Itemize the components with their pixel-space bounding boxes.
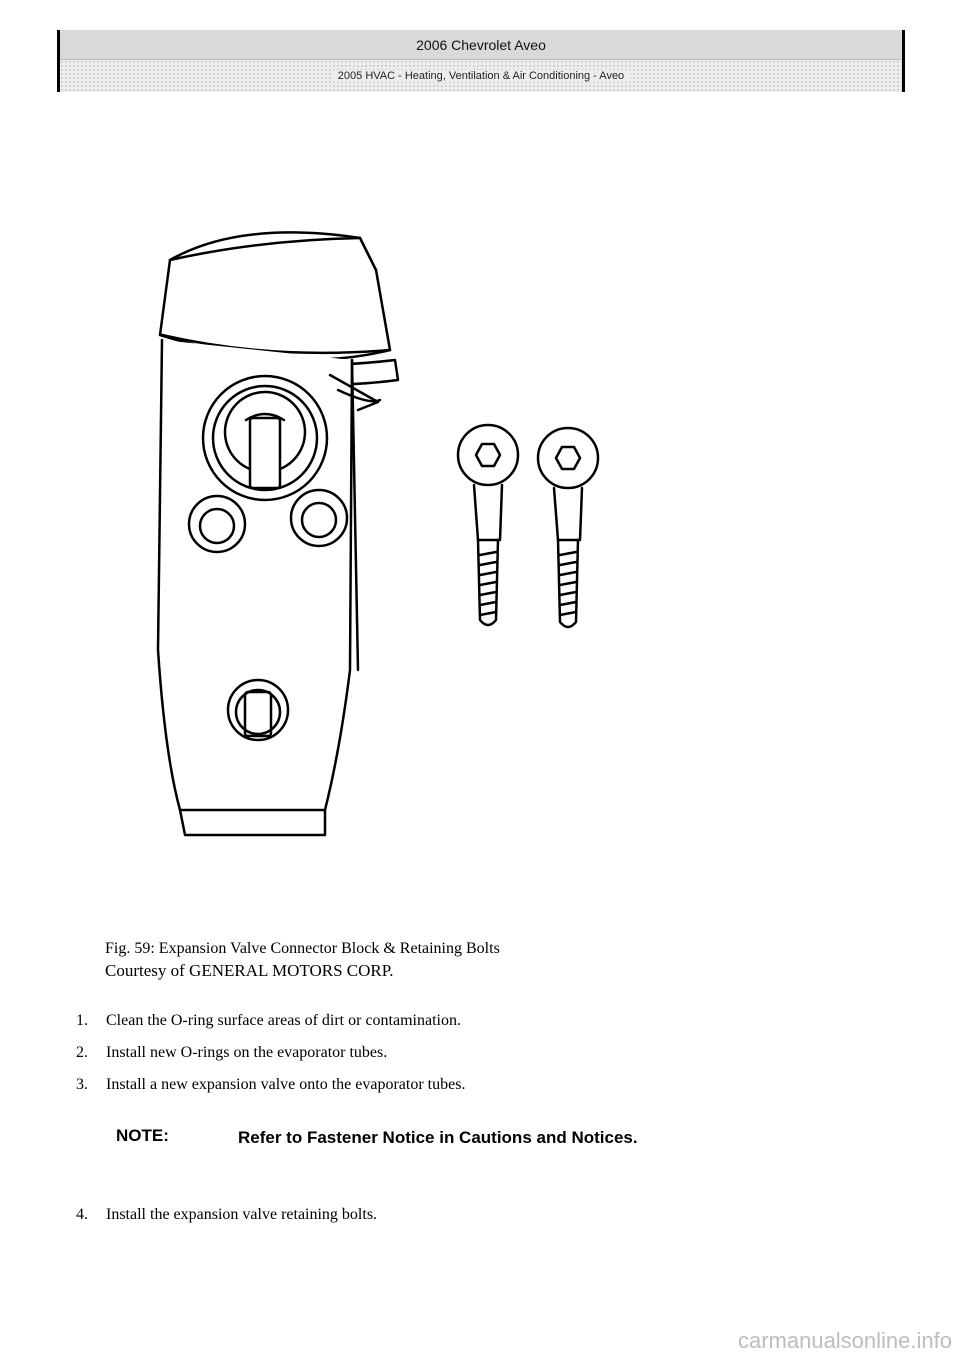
procedure-steps <box>76 1012 465 1108</box>
list-item <box>76 1012 465 1044</box>
expansion-valve-illustration <box>140 210 620 850</box>
figure-caption-block <box>105 938 500 982</box>
figure-caption: Fig. 59: Expansion Valve Connector Block & Retaining Bolts <box>105 940 500 957</box>
document-subtitle-bar <box>60 60 902 92</box>
figure-credit: Courtesy of GENERAL MOTORS CORP. <box>105 961 394 980</box>
step-text: Install new O-rings on the evaporator tubes. <box>106 1044 388 1061</box>
retaining-bolt-1 <box>458 425 518 625</box>
step-number: 1. <box>76 1012 88 1029</box>
page-header <box>57 30 905 92</box>
step-text: Install a new expansion valve onto the evaporator tubes. <box>106 1076 466 1093</box>
document-title: 2006 Chevrolet Aveo <box>60 30 902 60</box>
step-number: 2. <box>76 1044 88 1061</box>
step-text: Clean the O-ring surface areas of dirt or contamination. <box>106 1012 461 1029</box>
document-subtitle: 2005 HVAC - Heating, Ventilation & Air Conditioning - Aveo <box>332 70 630 82</box>
note-text: Refer to Fastener Notice in Cautions and Notices. <box>238 1128 638 1147</box>
note-block <box>116 1126 708 1150</box>
step-number: 3. <box>76 1076 88 1093</box>
note-label: NOTE: <box>116 1126 169 1145</box>
step-text: Install the expansion valve retaining bolts. <box>106 1206 378 1223</box>
watermark: carmanualsonline.info <box>737 1328 952 1353</box>
list-item <box>76 1076 465 1108</box>
step-number: 4. <box>76 1206 88 1223</box>
list-item <box>76 1206 377 1224</box>
list-item <box>76 1044 465 1076</box>
retaining-bolt-2 <box>538 428 598 627</box>
